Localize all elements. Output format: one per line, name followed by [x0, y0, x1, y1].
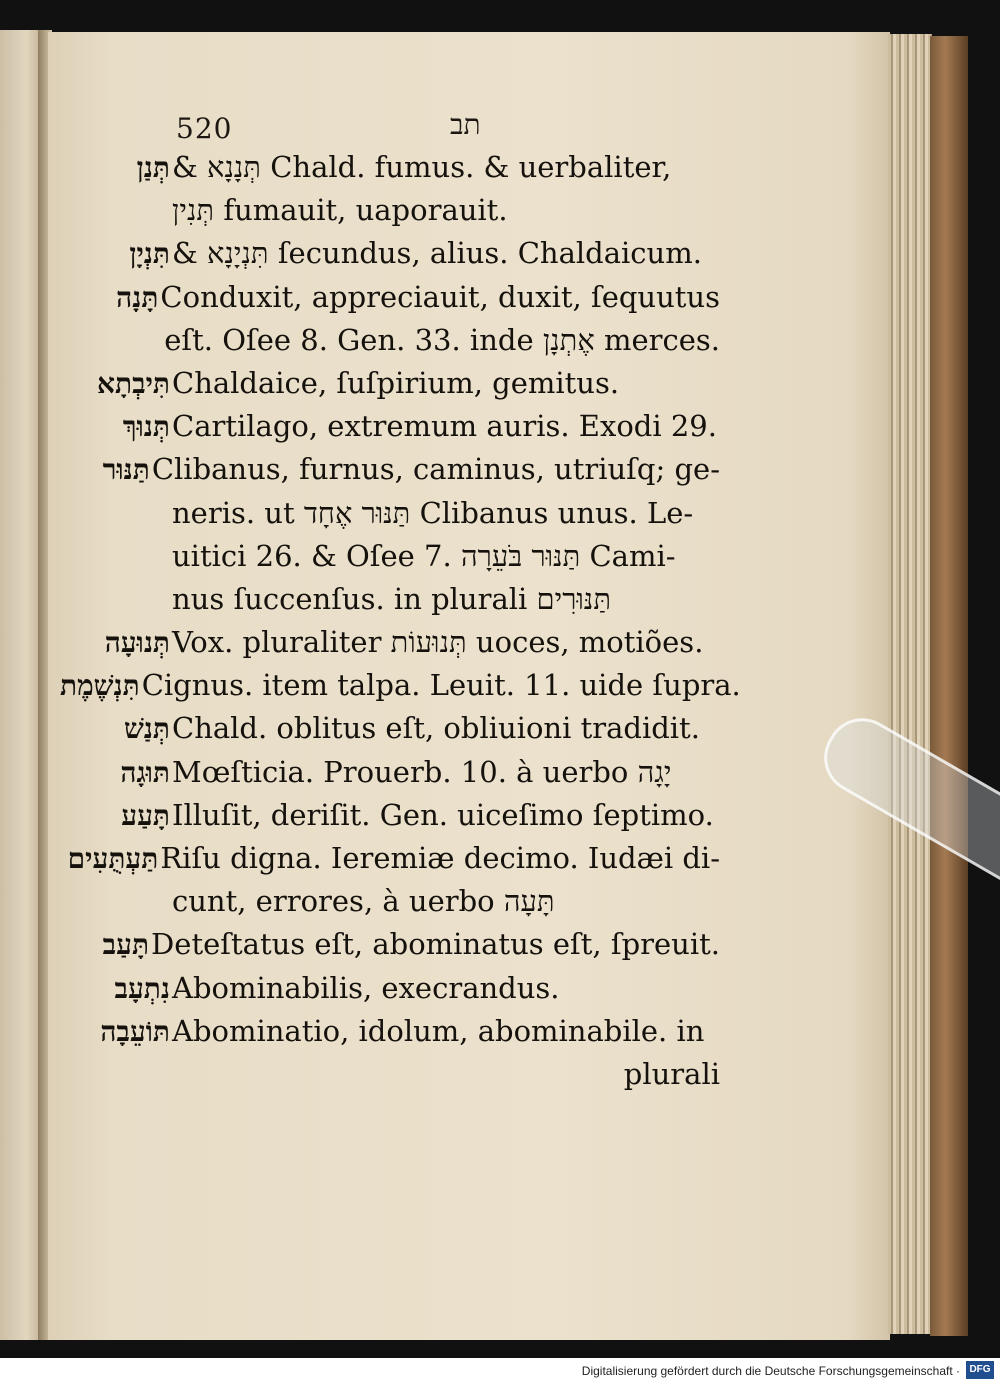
- headword: תִּיבְתָא: [97, 366, 170, 400]
- entry-text: & תִּנְיָנָא ſecundus, alius. Chaldaicum.: [172, 236, 702, 271]
- text-line: [60, 1014, 720, 1056]
- text-line: [60, 193, 720, 235]
- text-line: [60, 971, 720, 1013]
- text-line: [60, 452, 720, 494]
- entry-text: Chaldaice, ſuſpirium, gemitus.: [172, 365, 620, 400]
- entry-text: תְּנִין fumauit, uaporauit.: [172, 193, 508, 228]
- entry-text: Conduxit, appreciauit, duxit, ſequutus: [160, 279, 720, 314]
- entry-text: Cartilago, extremum auris. Exodi 29.: [172, 409, 717, 444]
- page-number: 520: [176, 112, 233, 145]
- book-binding: [930, 36, 968, 1336]
- entry-text: Illuſit, deriſit. Gen. uiceſimo ſeptimo.: [172, 797, 714, 832]
- text-line: [60, 884, 720, 926]
- entry-text: Vox. pluraliter תְּנוּעוֹת uoces, motiões.: [172, 625, 704, 660]
- text-line: [60, 755, 720, 797]
- entry-text: Abominabilis, execrandus.: [172, 970, 560, 1005]
- headword: תּוּגָה: [120, 755, 170, 789]
- entry-text: Cignus. item talpa. Leuit. 11. uide ſupra.: [141, 668, 741, 703]
- entry-text: uitici 26. & Oſee 7. תַּנּוּר בֹּעֵרָה Cami-: [172, 538, 676, 573]
- headword: תּוֹעֵבָה: [100, 1014, 170, 1048]
- text-line: [60, 280, 720, 322]
- entry-text: Deteſtatus eſt, abominatus eſt, ſpreuit.: [151, 927, 720, 962]
- footer-credit: Digitalisierung gefördert durch die Deutsche Forschungsgemeinschaft ·: [581, 1364, 960, 1378]
- text-line: [60, 841, 720, 883]
- entry-text: neris. ut תַּנּוּר אֶחָד Clibanus unus. Le-: [172, 495, 694, 530]
- headword: תַּנּוּר: [102, 453, 150, 487]
- text-line: [60, 711, 720, 753]
- headword: תְּנַן: [136, 151, 170, 184]
- entry-text: Chald. oblitus eſt, obliuioni tradidit.: [172, 711, 700, 746]
- running-head: תב: [450, 108, 481, 141]
- text-line: [60, 582, 720, 624]
- entry-text: eſt. Oſee 8. Gen. 33. inde אֶתְנָן merces.: [164, 322, 720, 357]
- entry-text: Riſu digna. Ieremiæ decimo. Iudæi di-: [160, 841, 720, 875]
- text-block: [60, 150, 741, 1100]
- headword: תִּנְיָן: [129, 237, 170, 271]
- headword: תְּנוּעָה: [104, 626, 170, 660]
- text-line: [60, 798, 720, 840]
- text-line: [60, 539, 720, 581]
- headword: תְּנוּךְ: [122, 410, 170, 444]
- entry-text: Clibanus, furnus, caminus, utriuſq; ge-: [151, 452, 720, 487]
- headword: תְּנַשׁ: [123, 712, 170, 746]
- entry-text: nus ſuccenſus. in plurali תַּנּוּרִים: [172, 581, 612, 616]
- headword: תִּנְשֶׁמֶת: [60, 669, 140, 703]
- text-line: [60, 366, 720, 408]
- entry-text: Abominatio, idolum, abominabile. in: [172, 1013, 705, 1048]
- text-line: [60, 409, 720, 451]
- headword: תָּנָה: [116, 280, 159, 314]
- headword: תַּעְתֻּעִים: [67, 842, 159, 875]
- headword: נִתְעָב: [114, 971, 170, 1005]
- entry-text: Mœſticia. Prouerb. 10. à uerbo יָגָה: [172, 754, 672, 789]
- text-line: [60, 236, 720, 278]
- entry-text: cunt, errores, à uerbo תָּעָה: [172, 884, 555, 919]
- catchword: plurali: [623, 1056, 720, 1091]
- text-line: [60, 927, 720, 969]
- dfg-logo-icon: DFG: [966, 1361, 994, 1379]
- catchword-line: [60, 1057, 720, 1099]
- text-line: [60, 668, 741, 710]
- page-edges: [888, 34, 932, 1334]
- headword: תָּעַע: [121, 798, 170, 832]
- footer-bar: [0, 1358, 1000, 1384]
- text-line: [60, 625, 720, 667]
- entry-text: & תְּנָנָא Chald. fumus. & uerbaliter,: [172, 150, 672, 184]
- text-line: [60, 150, 720, 192]
- headword: תָּעַב: [102, 928, 150, 962]
- text-line: [60, 323, 720, 365]
- text-line: [60, 496, 720, 538]
